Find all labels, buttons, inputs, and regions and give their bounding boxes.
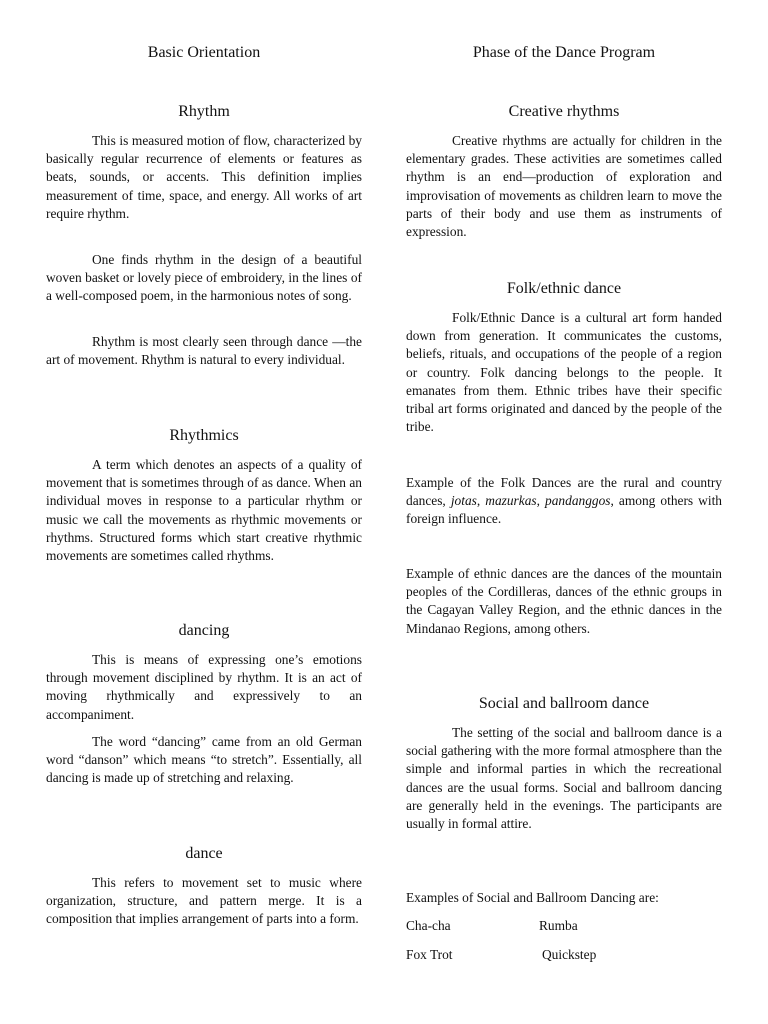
right-title: Phase of the Dance Program [472,44,656,61]
rhythmics-heading: Rhythmics [169,427,239,444]
creative-rhythms-heading: Creative rhythms [508,103,620,120]
social-ballroom-paragraph: The setting of the social and ballroom dance is a social gathering with the more formal atmosphere than the simple and informal parties in which the recreational dances are the usual forms. Social and ballroom dancing are generally held in the evenings. The participants are usually in formal attire. [406,725,722,832]
dance-paragraph-1: This refers to movement set to music where organization, structure, and pattern merge. It is a composition that implies arrangement of parts into a form. [46,875,362,927]
ballroom-example-fox-trot: Fox Trot [406,947,453,962]
ballroom-examples-intro: Examples of Social and Ballroom Dancing are: [406,890,659,905]
dancing-paragraph-2: The word “dancing” came from an old German word “danson” which means “to stretch”. Essentially, all dancing is made up of stretching and relaxing. [46,734,362,786]
folk-example-text-a: Example of the Folk Dances are the rural and country dances, [406,475,722,509]
rhythm-paragraph-1: This is measured motion of flow, characterized by basically regular recurrence of elements or features as beats, sounds, or accents. This definition implies measurement of time, space, and energy. All works of art require rhythm. [46,133,362,221]
folk-example-mazurkas: mazurkas [485,493,537,509]
creative-rhythms-paragraph: Creative rhythms are actually for children in the elementary grades. These activities are sometimes called rhythm is an end—production of exploration and improvisation of movements as children learn to move the parts of their body and use them as instruments of expression. [406,133,722,240]
folk-example-sep-2: , [536,493,546,509]
folk-example-sep-1: , [476,493,486,509]
ballroom-example-quickstep: Quickstep [542,947,597,962]
rhythm-paragraph-2: One finds rhythm in the design of a beautiful woven basket or lovely piece of embroidery, in the lines of a well-composed poem, in the harmonious notes of song. [46,252,362,304]
folk-example-pandanggos: pandanggos [545,493,611,509]
folk-ethnic-heading: Folk/ethnic dance [506,280,622,297]
folk-example-jotas: jotas [450,493,477,509]
dancing-paragraph-1: This is means of expressing one’s emotions through movement disciplined by rhythm. It is an act of moving rhythmically and expressively to an accompaniment. [46,652,362,722]
ballroom-example-rumba: Rumba [539,918,578,933]
ballroom-example-cha-cha: Cha-cha [406,918,451,933]
rhythm-heading: Rhythm [178,103,230,120]
dancing-heading: dancing [178,622,230,639]
dance-heading: dance [185,845,223,862]
left-title: Basic Orientation [147,44,261,61]
rhythmics-paragraph-1: A term which denotes an aspects of a quality of movement that is sometimes through of as dance. When an individual moves in response to a particular rhythm or music we call the movements as rhythmic movements or rhythms. Structured forms which start creative rhythmic movements are sometimes called rhythms. [46,457,362,564]
folk-example-text-b: , among others with foreign influence. [406,493,722,527]
rhythm-paragraph-3: Rhythm is most clearly seen through dance —the art of movement. Rhythm is natural to every individual. [46,334,362,368]
folk-dances-example-paragraph [406,474,722,529]
social-ballroom-heading: Social and ballroom dance [478,695,650,712]
ethnic-dances-example-paragraph: Example of ethnic dances are the dances of the mountain peoples of the Cordilleras, dances of the ethnic groups in the Cagayan Valley Region, and the ethnic dances in the Mindanao Regions, among others. [406,566,722,636]
folk-ethnic-paragraph-1: Folk/Ethnic Dance is a cultural art form handed down from generation. It communicates the customs, beliefs, rituals, and occupations of the people of a region or country. Folk dancing belongs to the people. It emanates from them. Ethnic tribes have their specific tribal art forms originated and danced by the people of the tribe. [406,310,722,435]
